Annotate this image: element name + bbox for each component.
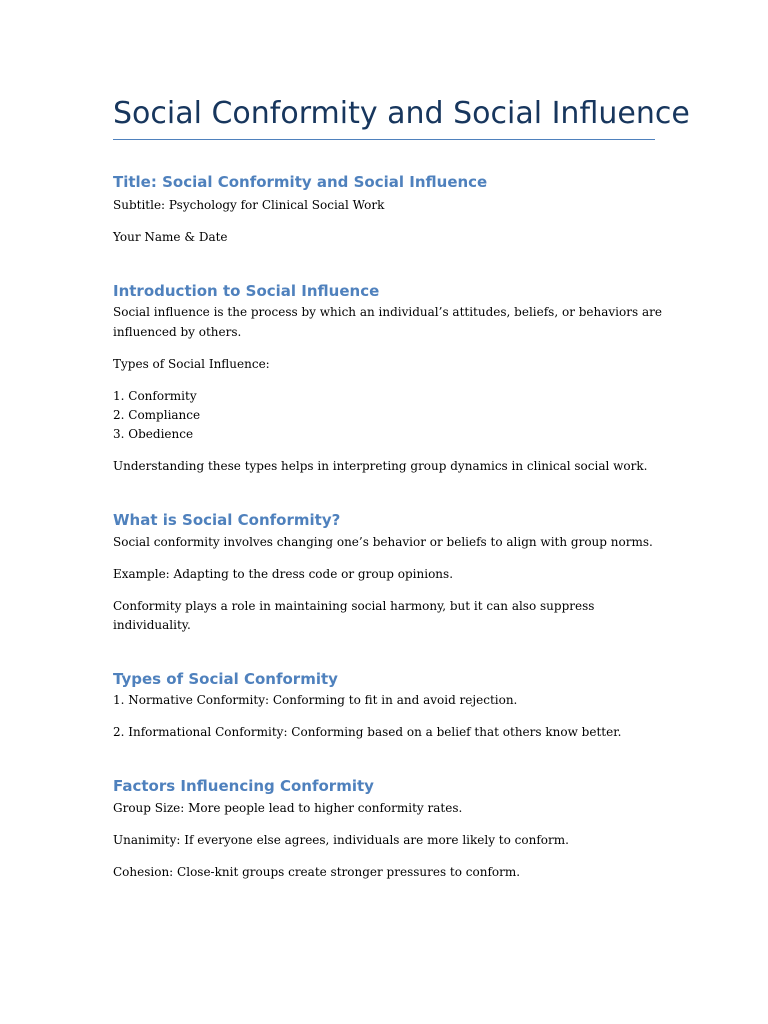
intro-paragraph-line-2: influenced by others. — [113, 325, 242, 339]
conformity-role-line-2: individuality. — [113, 618, 191, 632]
document-title: Social Conformity and Social Influence — [113, 96, 690, 131]
section-heading-title: Title: Social Conformity and Social Influence — [113, 173, 488, 191]
factor-cohesion: Cohesion: Close-knit groups create stronger pressures to conform. — [113, 865, 521, 879]
conformity-role-line-1: Conformity plays a role in maintaining social harmony, but it can also suppress — [113, 599, 595, 613]
section-heading-what-is-conformity: What is Social Conformity? — [113, 511, 341, 529]
section-heading-introduction: Introduction to Social Influence — [113, 282, 380, 300]
conformity-example: Example: Adapting to the dress code or group opinions. — [113, 567, 454, 581]
conformity-definition: Social conformity involves changing one’s behavior or beliefs to align with group norms. — [113, 535, 653, 549]
section-heading-factors: Factors Influencing Conformity — [113, 777, 374, 795]
list-item-conformity: 1. Conformity — [113, 389, 197, 403]
normative-conformity: 1. Normative Conformity: Conforming to fit in and avoid rejection. — [113, 693, 518, 707]
list-item-obedience: 3. Obedience — [113, 427, 194, 441]
intro-summary: Understanding these types helps in interpreting group dynamics in clinical social work. — [113, 459, 648, 473]
title-underline — [113, 139, 655, 140]
intro-paragraph-line-1: Social influence is the process by which an individual’s attitudes, beliefs, or behaviors are — [113, 305, 662, 319]
factor-group-size: Group Size: More people lead to higher conformity rates. — [113, 801, 463, 815]
types-label: Types of Social Influence: — [113, 357, 270, 371]
subtitle-line: Subtitle: Psychology for Clinical Social Work — [113, 198, 385, 212]
author-date-line: Your Name & Date — [113, 230, 228, 244]
section-heading-types-of-conformity: Types of Social Conformity — [113, 670, 338, 688]
informational-conformity: 2. Informational Conformity: Conforming based on a belief that others know better. — [113, 725, 622, 739]
list-item-compliance: 2. Compliance — [113, 408, 201, 422]
factor-unanimity: Unanimity: If everyone else agrees, individuals are more likely to conform. — [113, 833, 569, 847]
